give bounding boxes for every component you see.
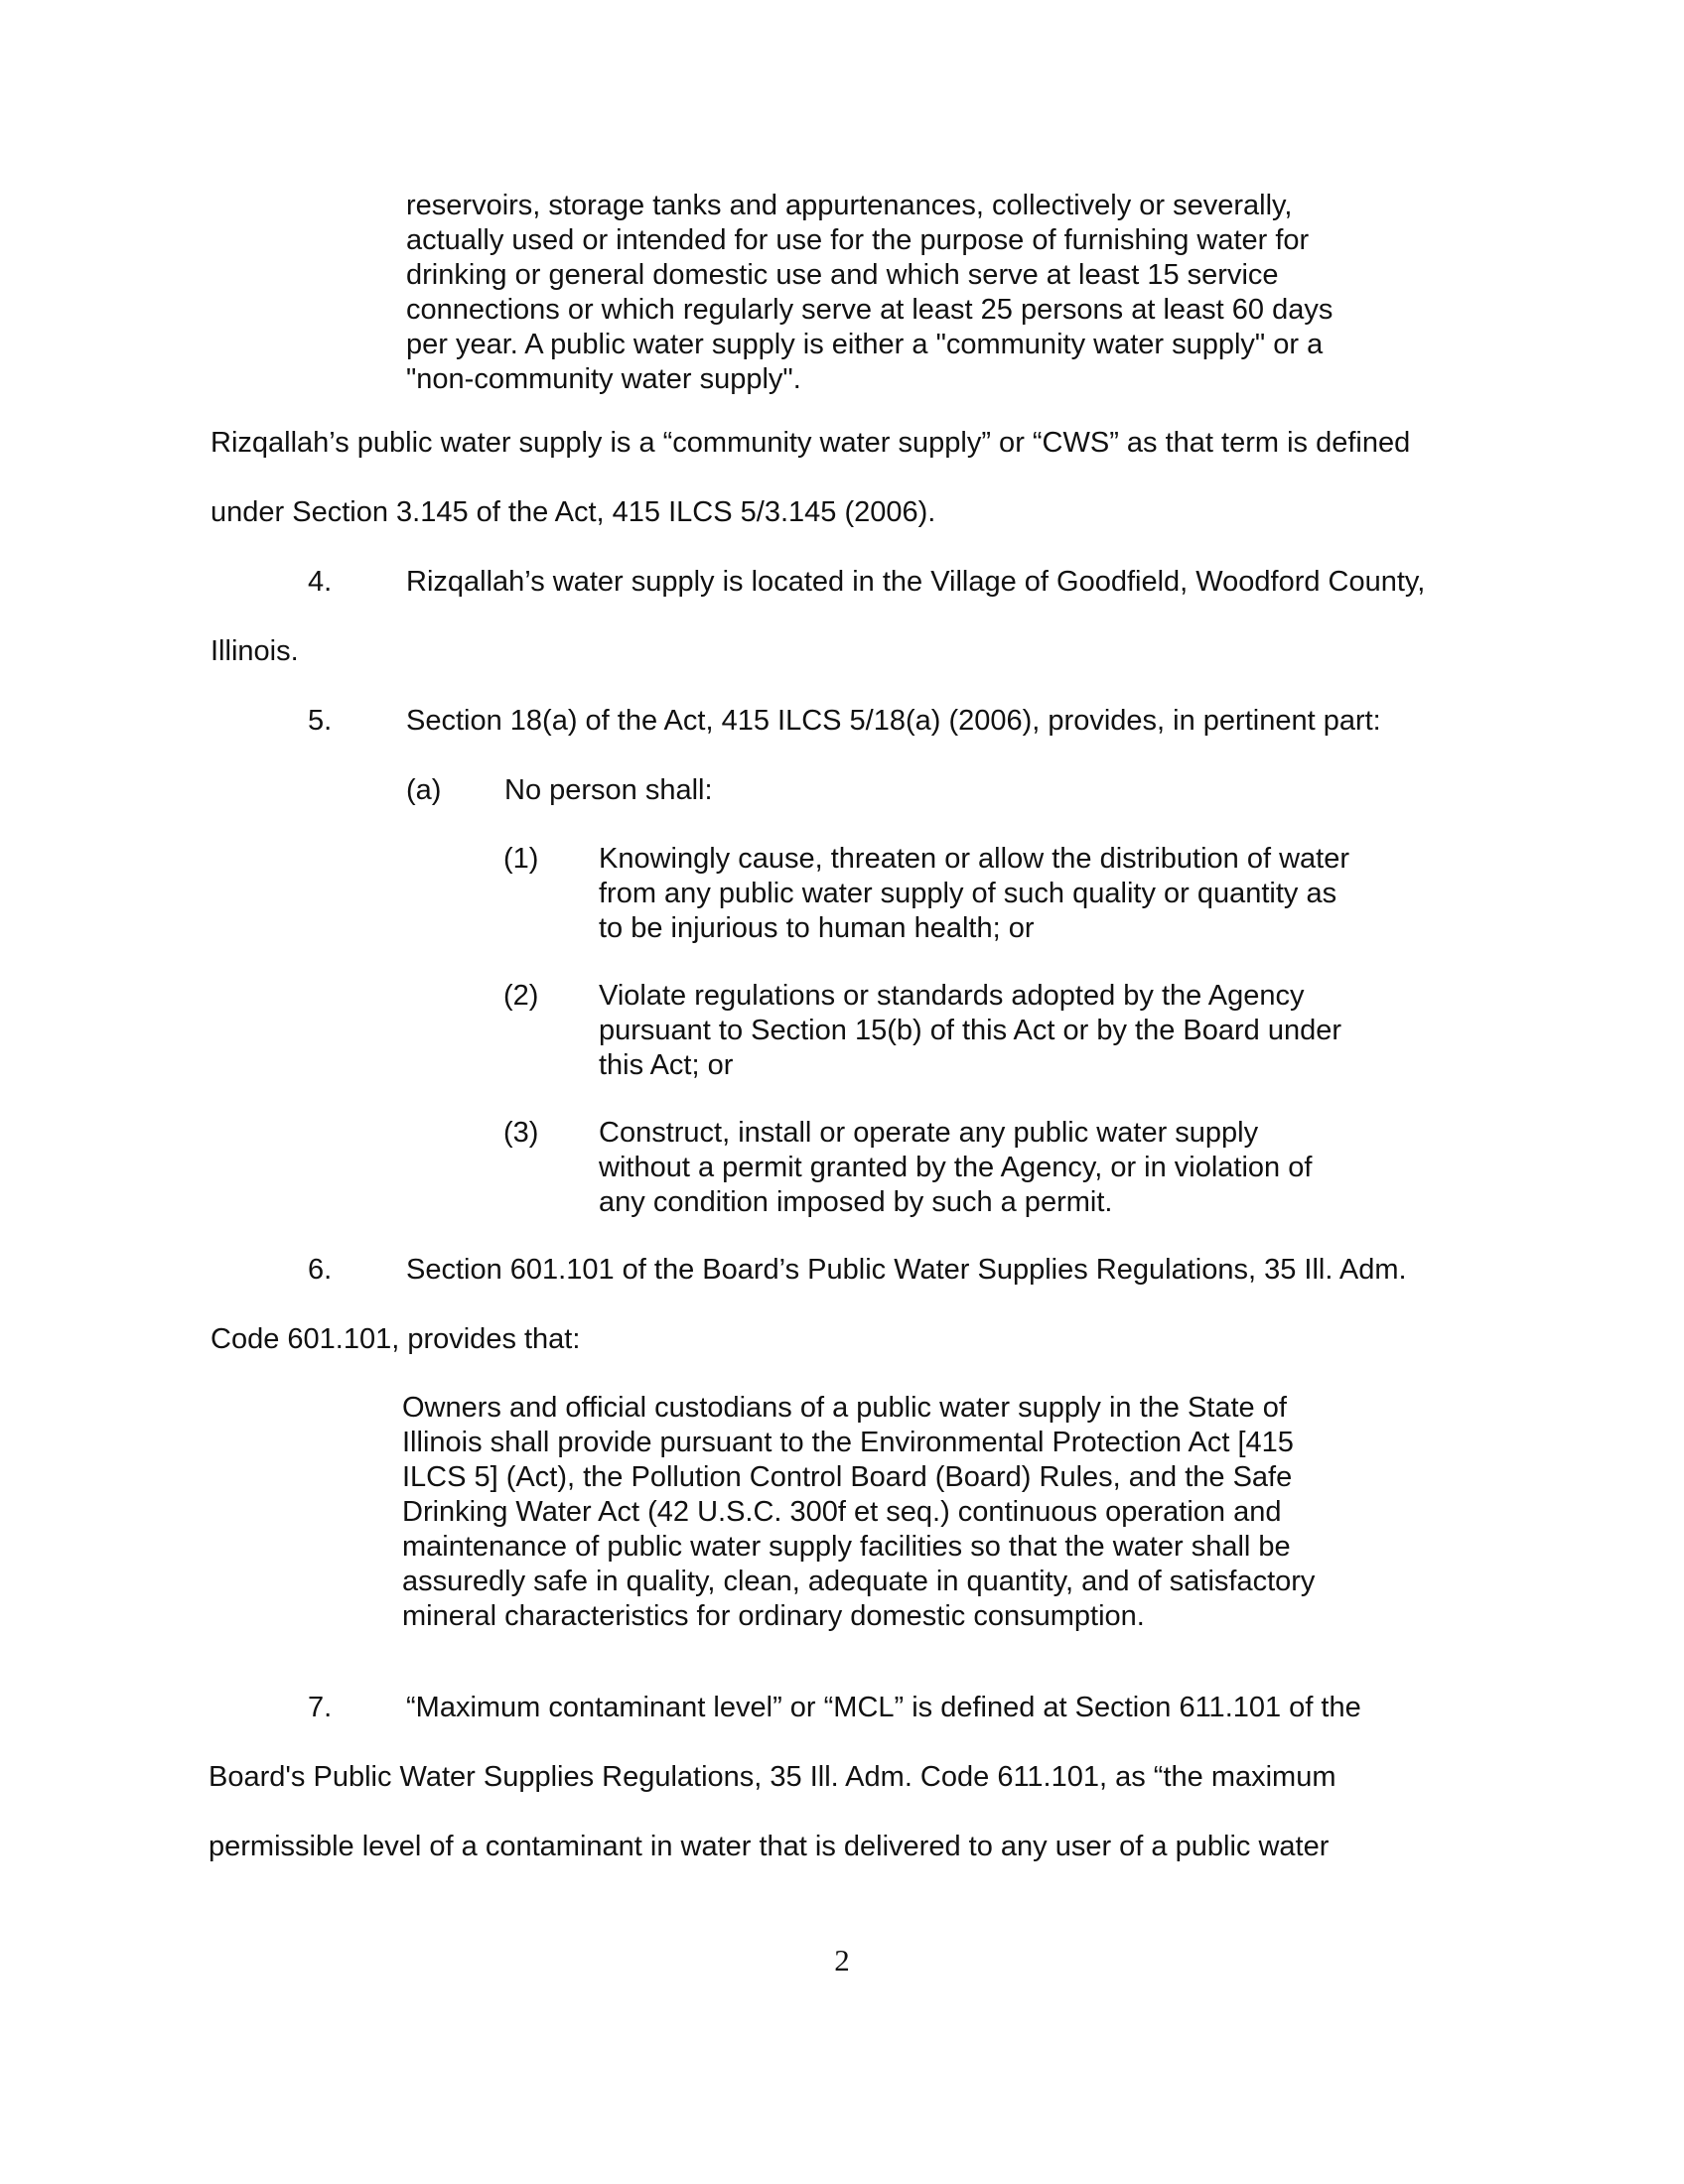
cws-paragraph-line-1: Rizqallah’s public water supply is a “community water supply” or “CWS” as that term is defined [210,427,1411,459]
subsection-a-text: No person shall: [504,774,713,806]
item-3-label: (3) [503,1117,539,1149]
paragraph-7-line-1: “Maximum contaminant level” or “MCL” is defined at Section 611.101 of the [406,1692,1361,1723]
item-1-label: (1) [503,843,539,875]
paragraph-5-text: Section 18(a) of the Act, 415 ILCS 5/18(a) (2006), provides, in pertinent part: [406,705,1381,737]
paragraph-7-number: 7. [308,1692,333,1723]
paragraph-6-quote: Owners and official custodians of a public water supply in the State of Illinois shall provide pursuant to the Environmental Protection Act [415 ILCS 5] (Act), the Pollution Control Board (Board) Rules, and the Safe Drinking Water Act (42 U.S.C. 300f et seq.) continuous operation and maintenance of public water supply facilities so that the water shall be assuredly safe in quality, clean, adequate in quantity, and of satisfactory mineral characteristics for ordinary domestic consumption. [402,1392,1316,1632]
paragraph-5-number: 5. [308,705,333,737]
paragraph-4-line-2: Illinois. [210,635,299,667]
subsection-a-label: (a) [406,774,442,806]
item-3-text: Construct, install or operate any public water supply without a permit granted by the Agency, or in violation of any condition imposed by such a permit. [599,1117,1313,1218]
paragraph-7-line-3: permissible level of a contaminant in water that is delivered to any user of a public water [209,1831,1330,1862]
cws-paragraph-line-2: under Section 3.145 of the Act, 415 ILCS 5/3.145 (2006). [210,496,936,528]
definition-quote-continuation: reservoirs, storage tanks and appurtenances, collectively or severally, actually used or intended for use for the purpose of furnishing water for drinking or general domestic use and which serve at least 15 service connections or which regularly serve at least 25 persons at least 60 days per year. A public water supply is either a "community water supply" or a "non-community water supply". [406,190,1333,395]
item-2-text: Violate regulations or standards adopted by the Agency pursuant to Section 15(b) of this Act or by the Board under this Act; or [599,980,1341,1081]
paragraph-6-line-1: Section 601.101 of the Board’s Public Water Supplies Regulations, 35 Ill. Adm. [406,1254,1407,1286]
item-2-label: (2) [503,980,539,1012]
page-number: 2 [834,1943,850,1978]
paragraph-6-line-2: Code 601.101, provides that: [210,1323,581,1355]
paragraph-4-number: 4. [308,566,333,598]
paragraph-4-line-1: Rizqallah’s water supply is located in the Village of Goodfield, Woodford County, [406,566,1426,598]
paragraph-6-number: 6. [308,1254,333,1286]
item-1-text: Knowingly cause, threaten or allow the distribution of water from any public water supply of such quality or quantity as to be injurious to human health; or [599,843,1350,944]
paragraph-7-line-2: Board's Public Water Supplies Regulations, 35 Ill. Adm. Code 611.101, as “the maximum [209,1761,1336,1793]
